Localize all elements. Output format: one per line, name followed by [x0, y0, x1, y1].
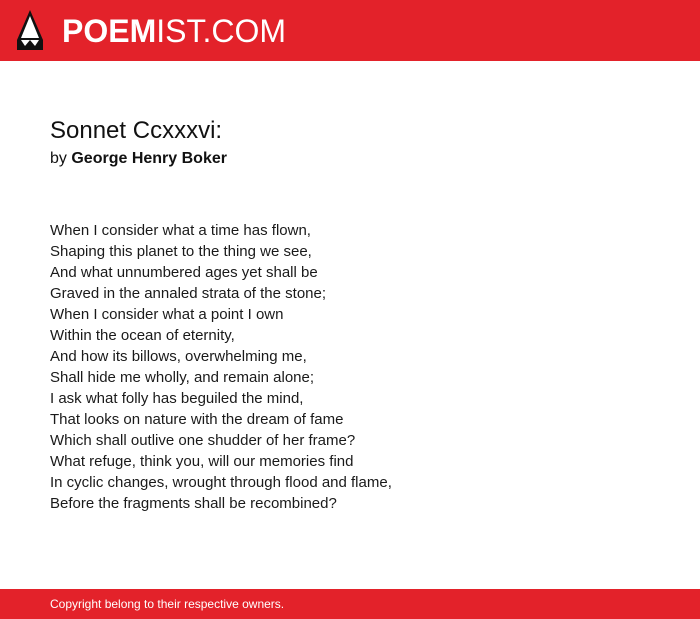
poem-content [50, 116, 650, 514]
poem-line: That looks on nature with the dream of fame [50, 411, 344, 428]
poem-body [50, 220, 650, 514]
site-logo[interactable] [62, 12, 286, 50]
author-name: George Henry Boker [71, 150, 227, 167]
site-header [0, 0, 700, 61]
poem-line: Before the fragments shall be recombined? [50, 495, 337, 512]
poem-line: Within the ocean of eternity, [50, 327, 235, 344]
poem-line: Which shall outlive one shudder of her frame? [50, 432, 356, 449]
poem-line: When I consider what a time has flown, [50, 222, 311, 239]
poem-line: Shaping this planet to the thing we see, [50, 243, 312, 260]
byline [50, 148, 650, 170]
poem-line: And how its billows, overwhelming me, [50, 348, 307, 365]
pencil-icon[interactable] [17, 10, 43, 52]
poem-line: When I consider what a point I own [50, 306, 284, 323]
site-footer [0, 589, 700, 619]
logo-light-text: IST.COM [156, 13, 287, 49]
poem-line: I ask what folly has beguiled the mind, [50, 390, 304, 407]
copyright-text: Copyright belong to their respective owners. [50, 597, 285, 611]
poem-line: What refuge, think you, will our memories find [50, 453, 354, 470]
poem-line: In cyclic changes, wrought through flood and flame, [50, 474, 392, 491]
poem-line: Graved in the annaled strata of the stone; [50, 285, 327, 302]
poem-title: Sonnet Ccxxxvi: [50, 117, 223, 144]
by-label: by [50, 150, 67, 167]
poem-line: And what unnumbered ages yet shall be [50, 264, 318, 281]
poem-line: Shall hide me wholly, and remain alone; [50, 369, 315, 386]
logo-strong-text: POEM [62, 13, 157, 49]
